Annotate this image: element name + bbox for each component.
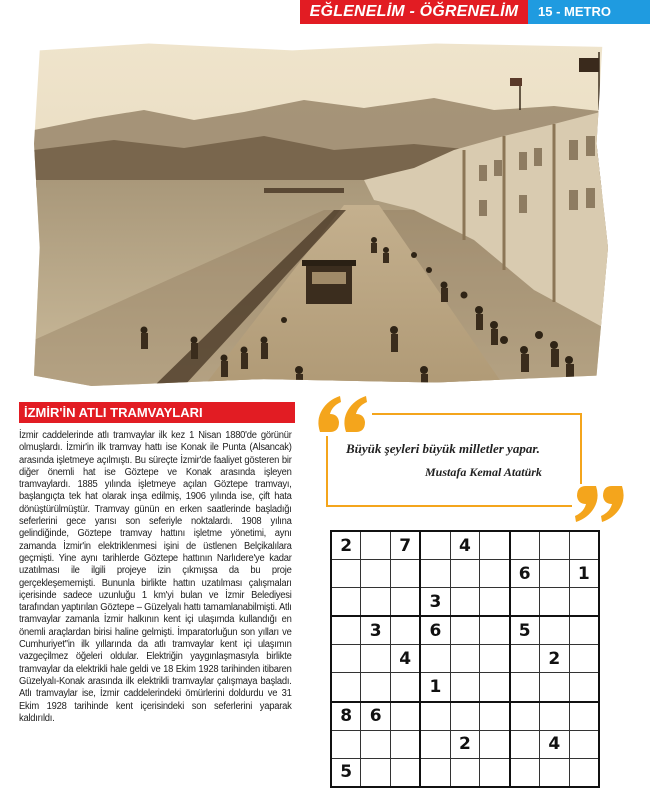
sudoku-cell[interactable] [480, 560, 510, 588]
sudoku-cell[interactable] [450, 560, 480, 588]
sudoku-row [331, 645, 599, 673]
sudoku-cell[interactable] [420, 730, 450, 758]
page-number: 15 - METRO [528, 0, 650, 24]
sudoku-cell[interactable] [450, 673, 480, 702]
sudoku-cell[interactable] [480, 616, 510, 645]
sudoku-cell[interactable] [391, 673, 421, 702]
open-quote-icon [314, 392, 372, 436]
sudoku-cell: 6 [510, 560, 540, 588]
sudoku-cell[interactable] [331, 730, 361, 758]
sudoku-cell[interactable] [480, 730, 510, 758]
article-title: İZMİR'İN ATLI TRAMVAYLARI [19, 402, 295, 423]
sudoku-cell: 3 [420, 588, 450, 617]
sudoku-cell[interactable] [420, 702, 450, 731]
sudoku-cell: 3 [361, 616, 391, 645]
sudoku-cell[interactable] [510, 702, 540, 731]
sudoku-cell: 4 [539, 730, 569, 758]
sudoku-cell[interactable] [569, 616, 599, 645]
sudoku-grid [330, 530, 600, 788]
sudoku-cell[interactable] [391, 616, 421, 645]
sudoku-cell[interactable] [391, 560, 421, 588]
sudoku-row [331, 588, 599, 617]
sudoku-row [331, 673, 599, 702]
sudoku-cell: 2 [539, 645, 569, 673]
sudoku-cell[interactable] [569, 531, 599, 560]
sudoku-cell[interactable] [391, 588, 421, 617]
quote-text: Büyük şeyleri büyük milletler yapar. [346, 441, 540, 456]
sudoku-cell[interactable] [420, 645, 450, 673]
sudoku-cell[interactable] [539, 758, 569, 787]
sudoku-cell[interactable] [569, 730, 599, 758]
sudoku-cell[interactable] [510, 645, 540, 673]
sudoku-cell[interactable] [450, 645, 480, 673]
sudoku-row [331, 616, 599, 645]
sudoku-cell[interactable] [361, 673, 391, 702]
sudoku-cell[interactable] [480, 645, 510, 673]
sudoku-cell[interactable] [510, 730, 540, 758]
article-body: İzmir caddelerinde atlı tramvaylar ilk kez 1 Nisan 1880'de görünür olmuşlardı. İzmir'in ilk tramvay hattı ise Konak ile Punta (Alsancak) arasında işletmeye açılmıştı. Bu süreçte İzmir'de faaliyet gösteren bir diğer önemli hat ise Göztepe ve Konak arasında işleyen tramvaylardı. 1885 yılında işletmeye açılan Göztepe tramvayı, başlangıçta tek hat olarak inşa edilmiş, 1906 yılında ise, çift hata dönüştürülmüştür. Tramvay günün en erken saatlerinde başladığı seferlerini gece yarısı son seferiyle noktalardı. 1908 yılına gelindiğinde, Göztepe tramvay hattını işletme yönetimi, aynı zamanda İzmir'in elektriklenmesi işini de üstlenen Belçikalılara geçmişti. Yine aynı tarihlerde Göztepe hattının Narlıdere'ye kadar uzatılması ile ilgili projeye izin çıkmışsa da bu proje gerçekleşememişti. Bununla birlikte hattın uzatılması çalışmaları içerisinde sadece uzunluğu 1 km'yi bulan ve İzmir Belediyesi tarafından yaptırılan Göztepe – Güzelyalı hattı tamamlanabilmişti. Atlı tramvaylar zamanla İzmir halkının kent içi ulaşımda kullandığı en önemli araçlardan birisi haline gelmişti. İmparatorluğun son yılları ve Cumhuriyet''in ilk yıllarında da atlı tramvaylar kent içi ulaşımın vazgeçilmez öğeleri oldular. Elektriğin yaygınlaşmasıyla birlikte tramvaylar da elektrikli hale geldi ve 18 Ekim 1928 tarihinden itibaren Güzelyalı-Konak arasında ilk elektrikli tramvaylar çalışmaya başladı. Atlı tramvaylar ise, İzmir caddelerindeki ömürlerini doldurdu ve 31 Ekim 1928 tarihinde kent içerisindeki son seferlerini yaparak kaldırıldı. [19, 430, 292, 724]
sudoku-cell: 5 [331, 758, 361, 787]
sudoku-cell[interactable] [361, 588, 391, 617]
sudoku-cell: 7 [391, 531, 421, 560]
sudoku-cell: 8 [331, 702, 361, 731]
sudoku-cell[interactable] [569, 758, 599, 787]
sudoku-cell[interactable] [420, 560, 450, 588]
sudoku-cell[interactable] [539, 560, 569, 588]
sudoku-row [331, 730, 599, 758]
sudoku-cell[interactable] [569, 673, 599, 702]
sudoku-cell: 6 [420, 616, 450, 645]
sudoku-cell[interactable] [331, 588, 361, 617]
sudoku-cell[interactable] [539, 588, 569, 617]
close-quote-icon [572, 484, 624, 524]
sudoku-cell[interactable] [450, 702, 480, 731]
sudoku-cell[interactable] [539, 616, 569, 645]
sudoku-row [331, 702, 599, 731]
sudoku-cell: 1 [569, 560, 599, 588]
sudoku-cell[interactable] [569, 588, 599, 617]
sudoku-cell[interactable] [391, 758, 421, 787]
sudoku-cell[interactable] [450, 588, 480, 617]
sudoku-cell[interactable] [361, 531, 391, 560]
sudoku-cell[interactable] [450, 758, 480, 787]
sudoku-row [331, 531, 599, 560]
historic-photo [34, 40, 608, 386]
sudoku-cell[interactable] [420, 758, 450, 787]
sudoku-cell[interactable] [331, 616, 361, 645]
sudoku-cell[interactable] [539, 673, 569, 702]
sudoku-cell[interactable] [510, 673, 540, 702]
sudoku-cell[interactable] [331, 560, 361, 588]
sudoku-cell[interactable] [331, 673, 361, 702]
sudoku-cell: 4 [450, 531, 480, 560]
sudoku-puzzle [330, 530, 600, 788]
sudoku-cell[interactable] [331, 645, 361, 673]
sudoku-cell[interactable] [539, 531, 569, 560]
sudoku-cell[interactable] [391, 730, 421, 758]
sudoku-cell[interactable] [361, 758, 391, 787]
sudoku-cell[interactable] [420, 531, 450, 560]
sudoku-cell[interactable] [510, 588, 540, 617]
section-title: EĞLENELİM - ÖĞRENELİM [300, 0, 528, 24]
sudoku-cell: 1 [420, 673, 450, 702]
sudoku-cell: 2 [331, 531, 361, 560]
sudoku-cell[interactable] [391, 702, 421, 731]
sudoku-cell: 2 [450, 730, 480, 758]
sudoku-cell: 6 [361, 702, 391, 731]
sudoku-cell: 4 [391, 645, 421, 673]
sudoku-cell[interactable] [539, 702, 569, 731]
sudoku-cell[interactable] [361, 560, 391, 588]
sudoku-cell[interactable] [510, 758, 540, 787]
sudoku-cell[interactable] [480, 758, 510, 787]
sudoku-cell[interactable] [510, 531, 540, 560]
sudoku-cell[interactable] [480, 588, 510, 617]
sudoku-cell[interactable] [480, 702, 510, 731]
quote-author: Mustafa Kemal Atatürk [425, 465, 542, 479]
sudoku-cell[interactable] [450, 616, 480, 645]
sudoku-cell[interactable] [569, 702, 599, 731]
sudoku-row [331, 758, 599, 787]
sudoku-row [331, 560, 599, 588]
sudoku-cell[interactable] [361, 645, 391, 673]
sudoku-cell: 5 [510, 616, 540, 645]
sudoku-cell[interactable] [480, 531, 510, 560]
sudoku-cell[interactable] [480, 673, 510, 702]
sudoku-cell[interactable] [361, 730, 391, 758]
sudoku-cell[interactable] [569, 645, 599, 673]
